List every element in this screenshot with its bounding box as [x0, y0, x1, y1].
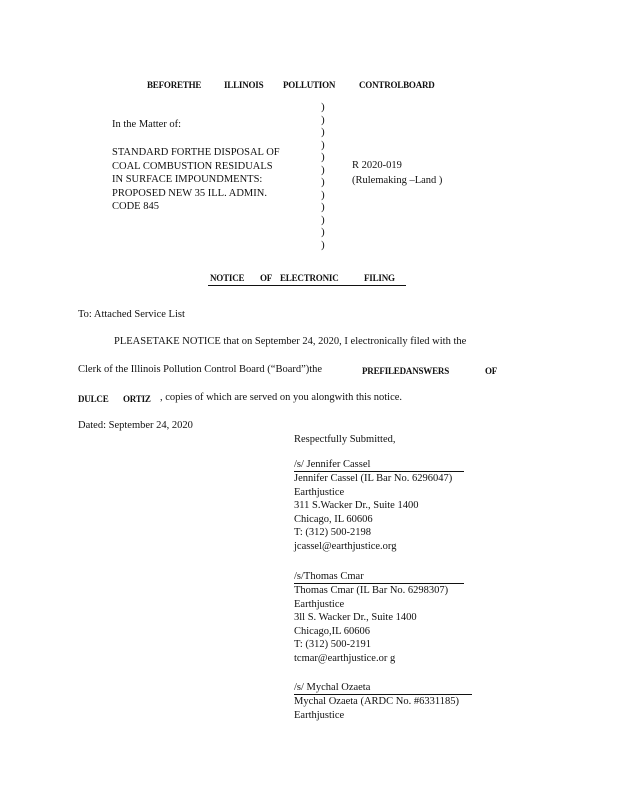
signature-line: /s/ Mychal Ozaeta [294, 682, 371, 693]
notice-heading-word-1: NOTICE [210, 273, 245, 283]
caption-title-line: COAL COMBUSTION RESIDUALS [112, 160, 273, 172]
signature-detail-line: Earthjustice [294, 486, 345, 498]
caption-paren-column [321, 101, 325, 251]
deponent-name-word: DULCE [78, 394, 109, 404]
caption-title-line: CODE 845 [112, 201, 159, 213]
paren: ) [321, 188, 325, 201]
notice-paragraph-line: PLEASETAKE NOTICE that on September 24, 2020, I electronically filed with the [114, 336, 467, 347]
signature-detail-line: Earthjustice [294, 709, 345, 721]
paren: ) [321, 138, 325, 151]
signature-details [294, 584, 448, 666]
caption-title-line: PROPOSED NEW 35 ILL. ADMIN. [112, 187, 267, 199]
paren: ) [321, 201, 325, 213]
closing: Respectfully Submitted, [294, 434, 396, 445]
signature-detail-line: Chicago, IL 60606 [294, 513, 373, 525]
to-line: To: Attached Service List [78, 309, 185, 320]
paren: ) [321, 113, 325, 126]
caption-title-line: STANDARD FORTHE DISPOSAL OF [112, 147, 280, 158]
signature-detail-line: 311 S.Wacker Dr., Suite 1400 [294, 500, 419, 512]
paren: ) [321, 213, 325, 226]
paren: ) [321, 238, 325, 251]
paren: ) [321, 126, 325, 138]
case-type: (Rulemaking –Land ) [352, 175, 443, 186]
signature-line: /s/ Jennifer Cassel [294, 459, 371, 470]
signature-details [294, 695, 459, 722]
notice-heading-underline [208, 285, 406, 286]
notice-paragraph-line: Clerk of the Illinois Pollution Control Board (“Board”)the [78, 364, 323, 375]
paren: ) [321, 176, 325, 188]
paren: ) [321, 151, 325, 163]
case-number: R 2020-019 [352, 160, 402, 171]
paren: ) [321, 101, 325, 113]
paren: ) [321, 226, 325, 238]
header-word-3: POLLUTION [283, 80, 336, 90]
caption-title-line: IN SURFACE IMPOUNDMENTS: [112, 174, 263, 186]
signature-detail-line: T: (312) 500-2191 [294, 639, 372, 651]
notice-heading-word-3: ELECTRONIC [280, 273, 339, 283]
document-title-word: OF [485, 366, 498, 376]
signature-line: /s/Thomas Cmar [294, 571, 364, 582]
signature-detail-line: Jennifer Cassel (IL Bar No. 6296047) [294, 473, 453, 484]
in-the-matter-label: In the Matter of: [112, 119, 182, 130]
notice-paragraph-line: , copies of which are served on you alongwith this notice. [160, 392, 403, 403]
deponent-name-word: ORTIZ [123, 394, 151, 404]
signature-detail-line: tcmar@earthjustice.or g [294, 652, 396, 664]
notice-heading-word-4: FILING [364, 273, 395, 283]
header-word-4: CONTROLBOARD [359, 80, 435, 90]
notice-heading-word-2: OF [260, 273, 273, 283]
header-word-2: ILLINOIS [224, 80, 264, 90]
signature-details [294, 472, 452, 554]
signature-detail-line: Thomas Cmar (IL Bar No. 6298307) [294, 585, 449, 596]
header-word-1: BEFORETHE [147, 80, 202, 90]
signature-detail-line: 3ll S. Wacker Dr., Suite 1400 [294, 612, 417, 624]
signature-detail-line: jcassel@earthjustice.org [294, 540, 397, 552]
dated-line: Dated: September 24, 2020 [78, 420, 193, 431]
document-title-word: PREFILEDANSWERS [362, 366, 450, 376]
signature-detail-line: T: (312) 500-2198 [294, 527, 372, 539]
signature-detail-line: Chicago,IL 60606 [294, 625, 371, 637]
signature-detail-line: Earthjustice [294, 598, 345, 610]
signature-detail-line: Mychal Ozaeta (ARDC No. #6331185) [294, 696, 459, 707]
paren: ) [321, 163, 325, 176]
caption-title [112, 146, 280, 214]
